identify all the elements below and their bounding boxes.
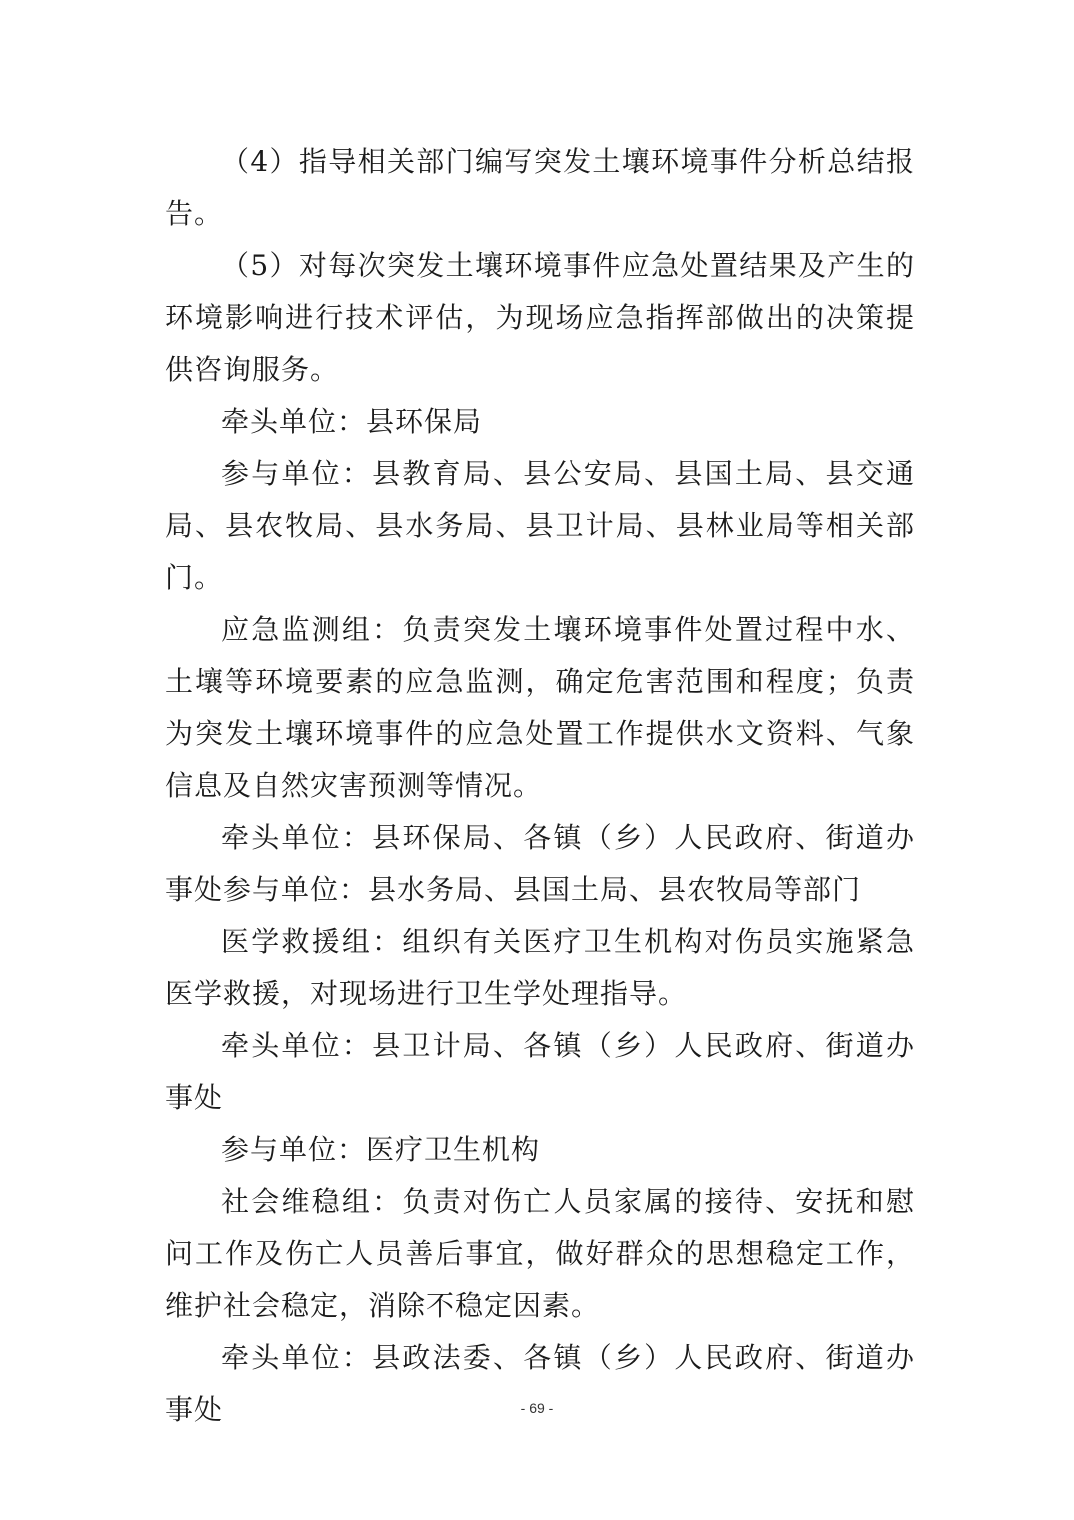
medical-rescue-group: 医学救援组：组织有关医疗卫生机构对伤员实施紧急医学救援，对现场进行卫生学处理指导。 — [165, 925, 915, 1010]
paragraph-item-4: （4）指导相关部门编写突发土壤环境事件分析总结报告。 — [165, 145, 915, 230]
participating-units-line: 参与单位：县教育局、县公安局、县国土局、县交通局、县农牧局、县水务局、县卫计局、县林业局等相关部门。 — [165, 457, 915, 594]
emergency-monitoring-group: 应急监测组：负责突发土壤环境事件处置过程中水、土壤等环境要素的应急监测，确定危害范围和程度；负责为突发土壤环境事件的应急处置工作提供水文资料、气象信息及自然灾害预测等情况。 — [165, 613, 915, 802]
lead-unit-line: 牵头单位：县环保局 — [221, 405, 483, 438]
page-number: - 69 - — [520, 1400, 554, 1416]
monitoring-lead-unit-line: 牵头单位：县环保局、各镇（乡）人民政府、街道办事处参与单位：县水务局、县国土局、县农牧局等部门 — [165, 821, 915, 906]
stability-lead-unit-line: 牵头单位：县政法委、各镇（乡）人民政府、街道办事处 — [165, 1341, 915, 1426]
medical-lead-unit-line: 牵头单位：县卫计局、各镇（乡）人民政府、街道办事处 — [165, 1029, 915, 1114]
medical-participating-units-line: 参与单位：医疗卫生机构 — [221, 1133, 541, 1166]
body-text — [165, 136, 915, 1436]
social-stability-group: 社会维稳组：负责对伤亡人员家属的接待、安抚和慰问工作及伤亡人员善后事宜，做好群众的思想稳定工作，维护社会稳定，消除不稳定因素。 — [165, 1185, 915, 1322]
paragraph-item-5: （5）对每次突发土壤环境事件应急处置结果及产生的环境影响进行技术评估，为现场应急指挥部做出的决策提供咨询服务。 — [165, 249, 915, 386]
